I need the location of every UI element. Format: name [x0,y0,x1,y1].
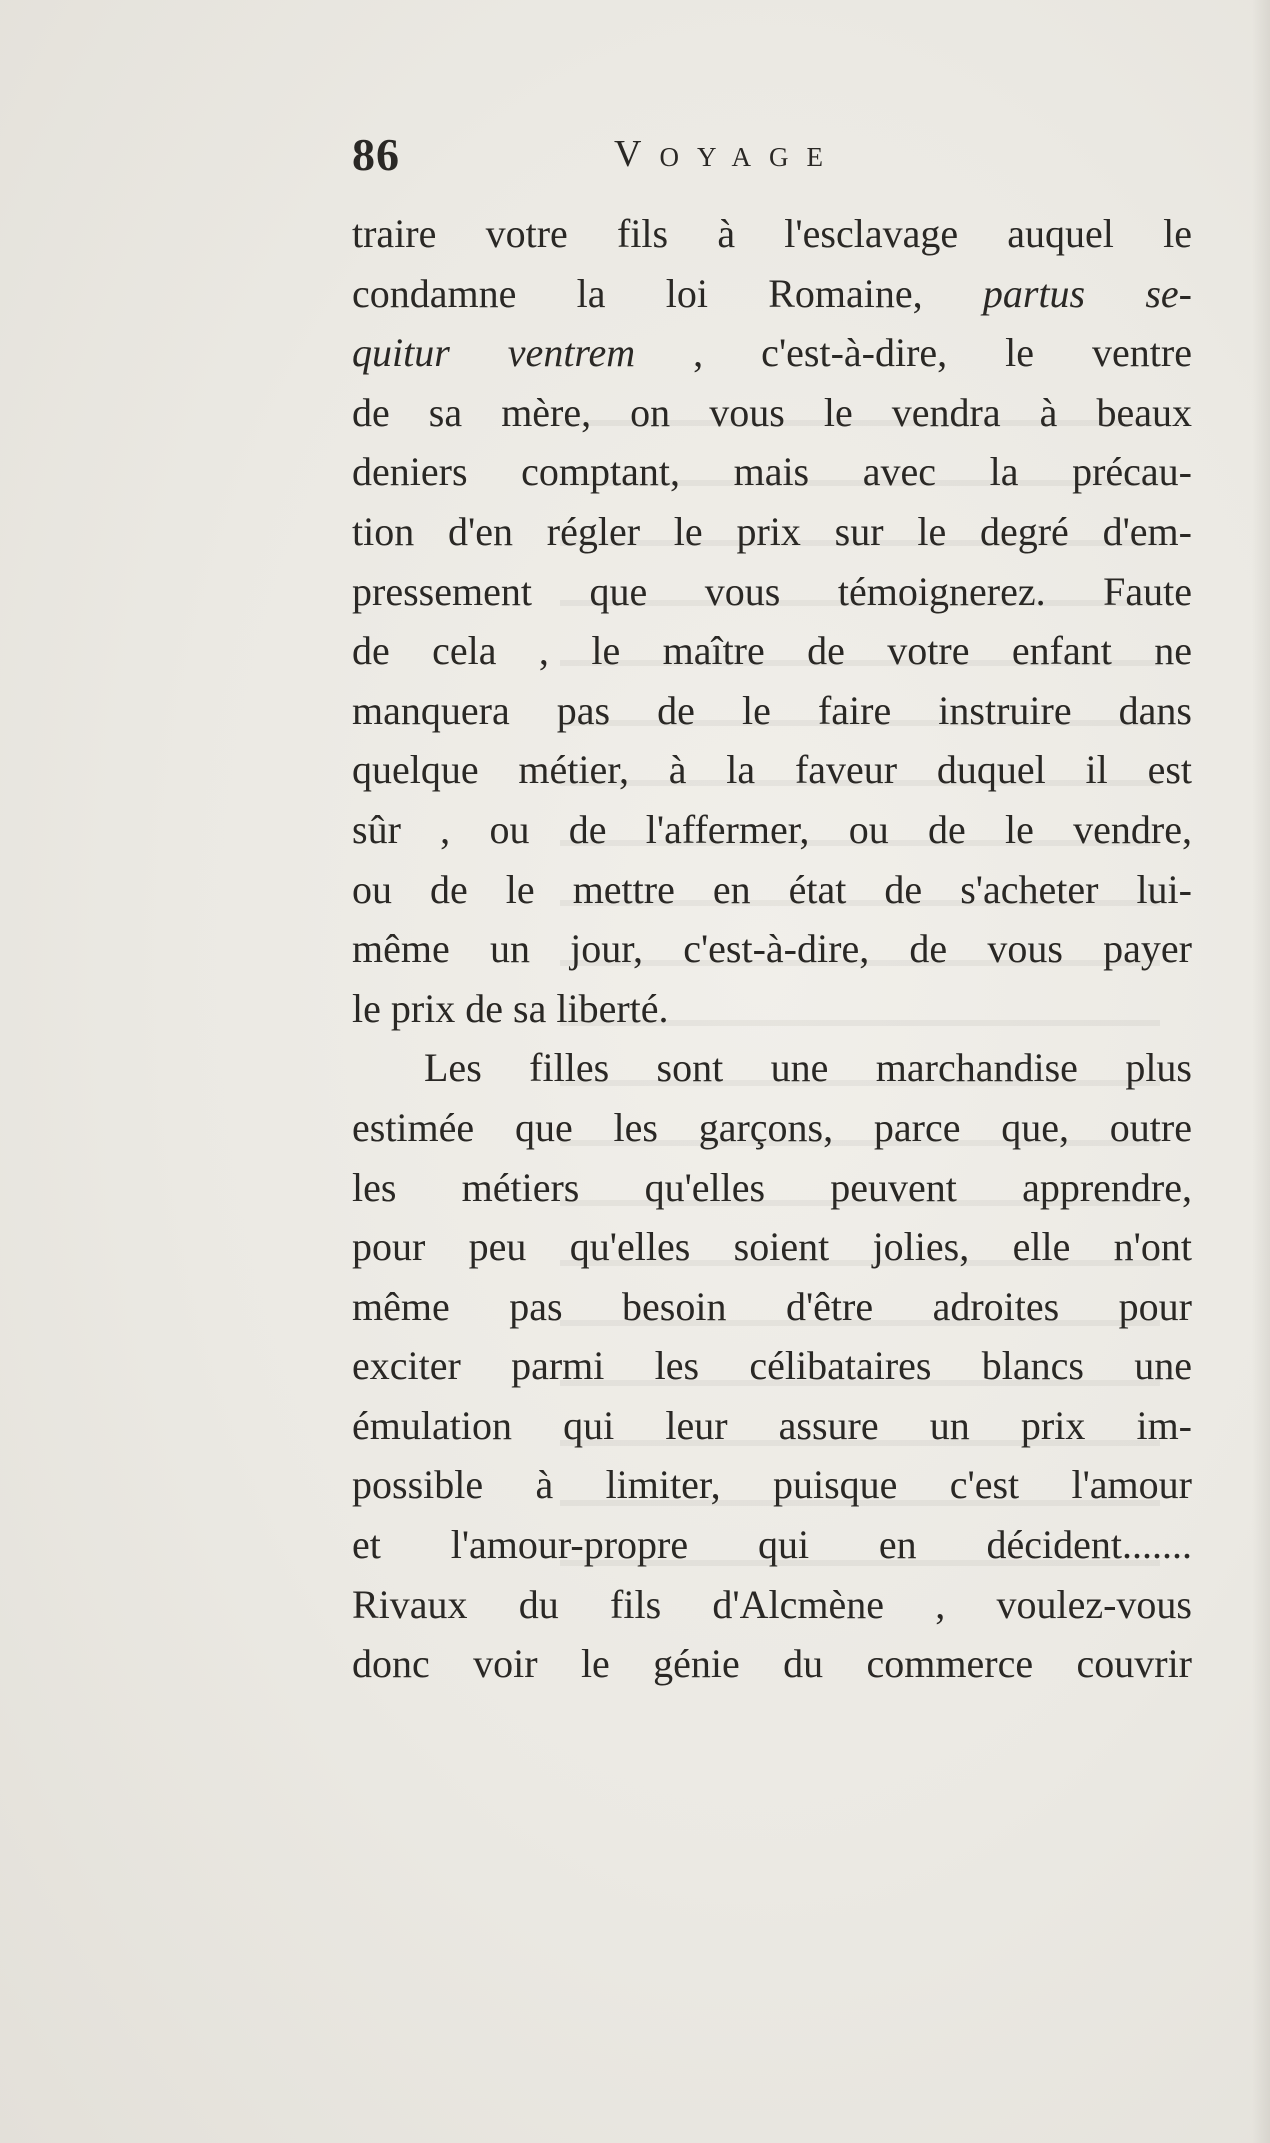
text-line [352,1158,1192,1218]
text-line [352,1277,1192,1337]
text-line [352,1098,1192,1158]
text-line-content: même un jour, c'est-à-dire, de vous payer [352,926,1192,972]
text-line-content: pour peu qu'elles soient jolies, elle n'ont [352,1224,1192,1270]
text-line-content: traire votre fils à l'esclavage auquel le [352,211,1192,256]
running-title: Voyage [614,133,841,175]
text-line-content: quelque métier, à la faveur duquel il est [352,747,1192,793]
text-line-content: , c'est-à-dire, le ventre [693,330,1192,376]
text-line-content: donc voir le génie du commerce couvrir [352,1641,1192,1687]
text-line [352,1575,1192,1635]
text-line [352,1336,1192,1396]
text-line-content: exciter parmi les célibataires blancs une [352,1343,1192,1389]
text-line [352,860,1192,920]
text-line-content: tion d'en régler le prix sur le degré d'em- [352,508,1192,554]
text-line-content: condamne la loi Romaine, [352,270,923,316]
text-line [352,442,1192,502]
text-line [352,979,1192,1039]
text-line [352,383,1192,443]
page-header [352,128,1212,188]
text-line [352,621,1192,681]
text-line-content: Rivaux du fils d'Alcmène , voulez-vous [352,1581,1192,1627]
text-line-content: estimée que les garçons, parce que, outre [352,1104,1192,1150]
text-line [352,1396,1192,1456]
text-line-content: émulation qui leur assure un prix im- [352,1402,1192,1448]
text-line [352,740,1192,800]
text-line [352,502,1192,562]
text-line [352,204,1192,264]
text-line-content: ou de le mettre en état de s'acheter lui- [352,866,1192,912]
text-line-content: sûr , ou de l'affermer, ou de le vendre, [352,806,1192,852]
text-line-content: pressement que vous témoignerez. Faute [352,568,1192,614]
page-edge-shadow [1252,0,1270,2143]
text-line [352,681,1192,741]
text-line-content: les métiers qu'elles peuvent apprendre, [352,1164,1192,1210]
text-line [352,1038,1192,1098]
text-line [352,800,1192,860]
latin-phrase: partus se- [982,270,1193,316]
text-line-content: possible à limiter, puisque c'est l'amour [352,1462,1192,1508]
text-line-content: de cela , le maître de votre enfant ne [352,628,1192,674]
text-line [352,1455,1192,1515]
body-text [352,204,1192,1694]
text-line [352,323,1192,383]
text-line-content: le prix de sa liberté. [352,985,669,1031]
text-line-content: manquera pas de le faire instruire dans [352,687,1192,733]
text-line-content: deniers comptant, mais avec la précau- [352,449,1192,495]
text-line-content: de sa mère, on vous le vendra à beaux [352,389,1192,435]
latin-phrase: quitur ventrem [352,330,636,376]
text-line [352,562,1192,622]
text-line-content: même pas besoin d'être adroites pour [352,1283,1192,1329]
text-line [352,264,1192,324]
page-number: 86 [352,129,400,180]
text-line [352,1634,1192,1694]
text-line [352,1515,1192,1575]
text-line [352,1217,1192,1277]
text-line [352,919,1192,979]
text-line-content: et l'amour-propre qui en décident....... [352,1522,1192,1568]
text-line-content: Les filles sont une marchandise plus [424,1045,1192,1091]
